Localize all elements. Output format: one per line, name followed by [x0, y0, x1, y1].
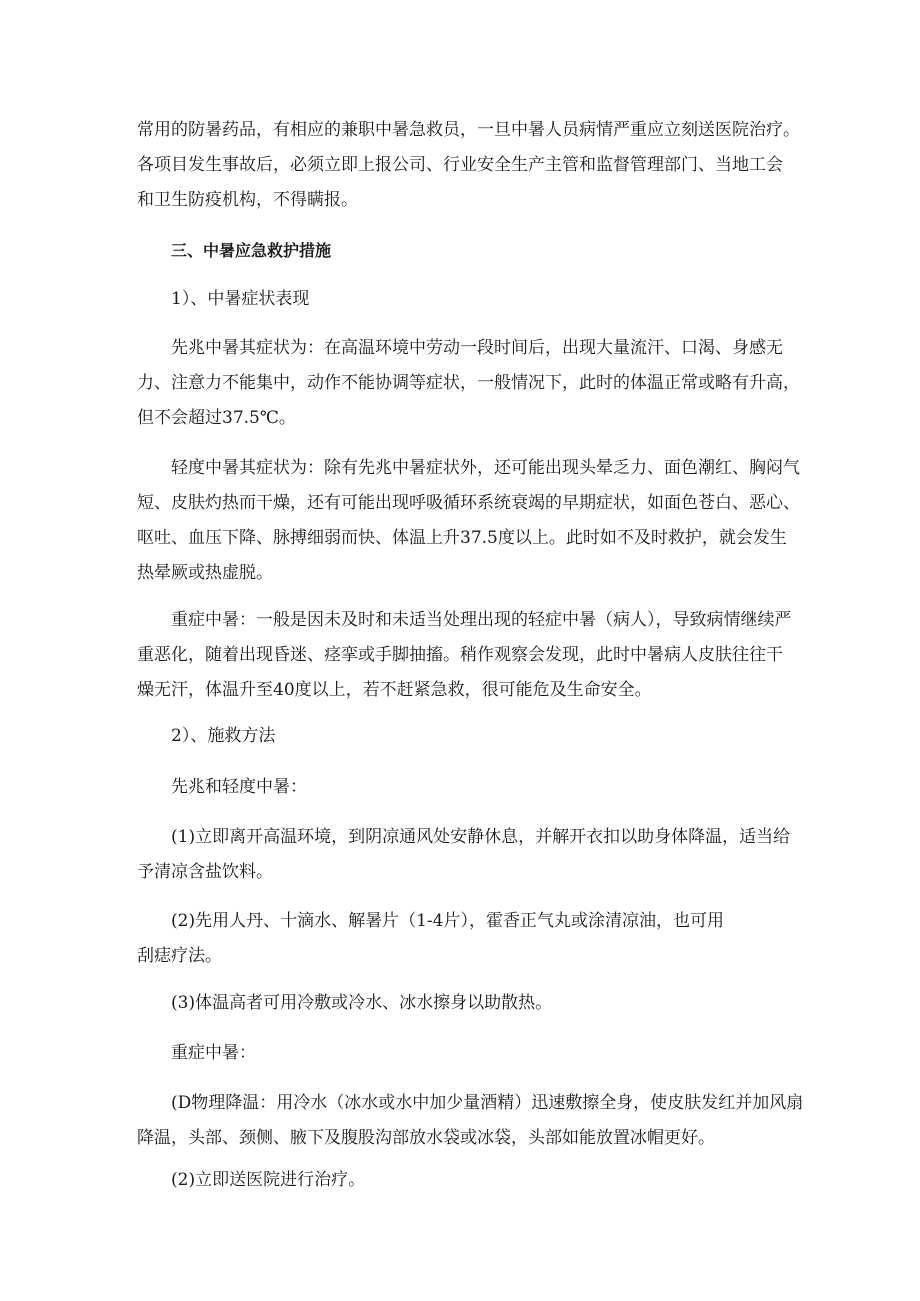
mild-treatment-title [137, 770, 821, 805]
text-line: 热晕厥或热虚脱。 [137, 563, 273, 583]
text-line: 刮痣疗法。 [137, 946, 222, 966]
section-heading-text: 三、中暑应急救护措施 [171, 241, 332, 260]
text-line: (D物理降温：用冷水（冰水或水中加少量酒精）迅速敷擦全身，使皮肤发红并加风扇 [171, 1093, 804, 1113]
severe-step-2 [137, 1163, 821, 1198]
subsection-heading-text: 2）、施救方法 [171, 726, 276, 746]
text-line: 先兆中暑其症状为：在高温环境中劳动一段时间后，出现大量流汗、口渴、身感无 [171, 338, 783, 358]
subsection-heading-rescue [137, 719, 821, 754]
mild-step-2 [137, 904, 787, 974]
paragraph-severe-heatstroke [137, 603, 792, 708]
text-line: (1)立即离开高温环境，到阴凉通风处安静休息，并解开衣扣以助身体降温，适当给 [171, 827, 791, 847]
text-line: 降温，头部、颈侧、腋下及腹股沟部放水袋或冰袋，头部如能放置冰帽更好。 [137, 1128, 715, 1148]
text-line: 重症中暑： [171, 1043, 256, 1063]
text-line: 燥无汗，体温升至40度以上，若不赶紧急救，很可能危及生命安全。 [137, 680, 652, 700]
text-line: 呕吐、血压下降、脉搏细弱而快、体温上升37.5度以上。此时如不及时救护，就会发生 [137, 528, 787, 548]
section-heading [137, 233, 821, 268]
text-line: 和卫生防疫机构，不得瞒报。 [137, 190, 358, 210]
intro-paragraph [137, 113, 800, 218]
text-line: 短、皮肤灼热而干燥，还有可能出现呼吸循环系统衰竭的早期症状，如面色苍白、恶心、 [137, 493, 800, 513]
text-line: 重症中暑：一般是因未及时和未适当处理出现的轻症中暑（病人），导致病情继续严 [171, 610, 792, 630]
text-line: (3)体温高者可用冷敷或冷水、冰水擦身以助散热。 [171, 993, 553, 1013]
text-line: (2)先用人丹、十滴水、解暑片（1-4片），霍香正气丸或涂清凉油，也可用 [171, 911, 724, 931]
subsection-heading-symptoms [137, 282, 821, 317]
text-line: 予清凉含盐饮料。 [137, 862, 273, 882]
severe-treatment-title [137, 1036, 821, 1071]
text-line: (2)立即送医院进行治疗。 [171, 1170, 366, 1190]
paragraph-prodromal-heatstroke [137, 331, 800, 436]
mild-step-3 [137, 986, 821, 1021]
text-line: 各项目发生事故后，必须立即上报公司、行业安全生产主管和监督管理部门、当地工会 [137, 155, 783, 175]
text-line: 先兆和轻度中暑： [171, 777, 307, 797]
text-line: 轻度中暑其症状为：除有先兆中暑症状外，还可能出现头晕乏力、面色潮红、胸闷气 [171, 458, 800, 478]
mild-step-1 [137, 820, 791, 890]
text-line: 重恶化，随着出现昏迷、痉挛或手脚抽搐。稍作观察会发现，此时中暑病人皮肤往往干 [137, 645, 783, 665]
text-line: 力、注意力不能集中，动作不能协调等症状，一般情况下，此时的体温正常或略有升高， [137, 373, 800, 393]
severe-step-1 [137, 1086, 804, 1156]
paragraph-mild-heatstroke [137, 451, 800, 591]
subsection-heading-text: 1）、中暑症状表现 [171, 289, 310, 309]
text-line: 常用的防暑药品，有相应的兼职中暑急救员，一旦中暑人员病情严重应立刻送医院治疗。 [137, 120, 800, 140]
text-line: 但不会超过37.5℃。 [137, 408, 296, 428]
